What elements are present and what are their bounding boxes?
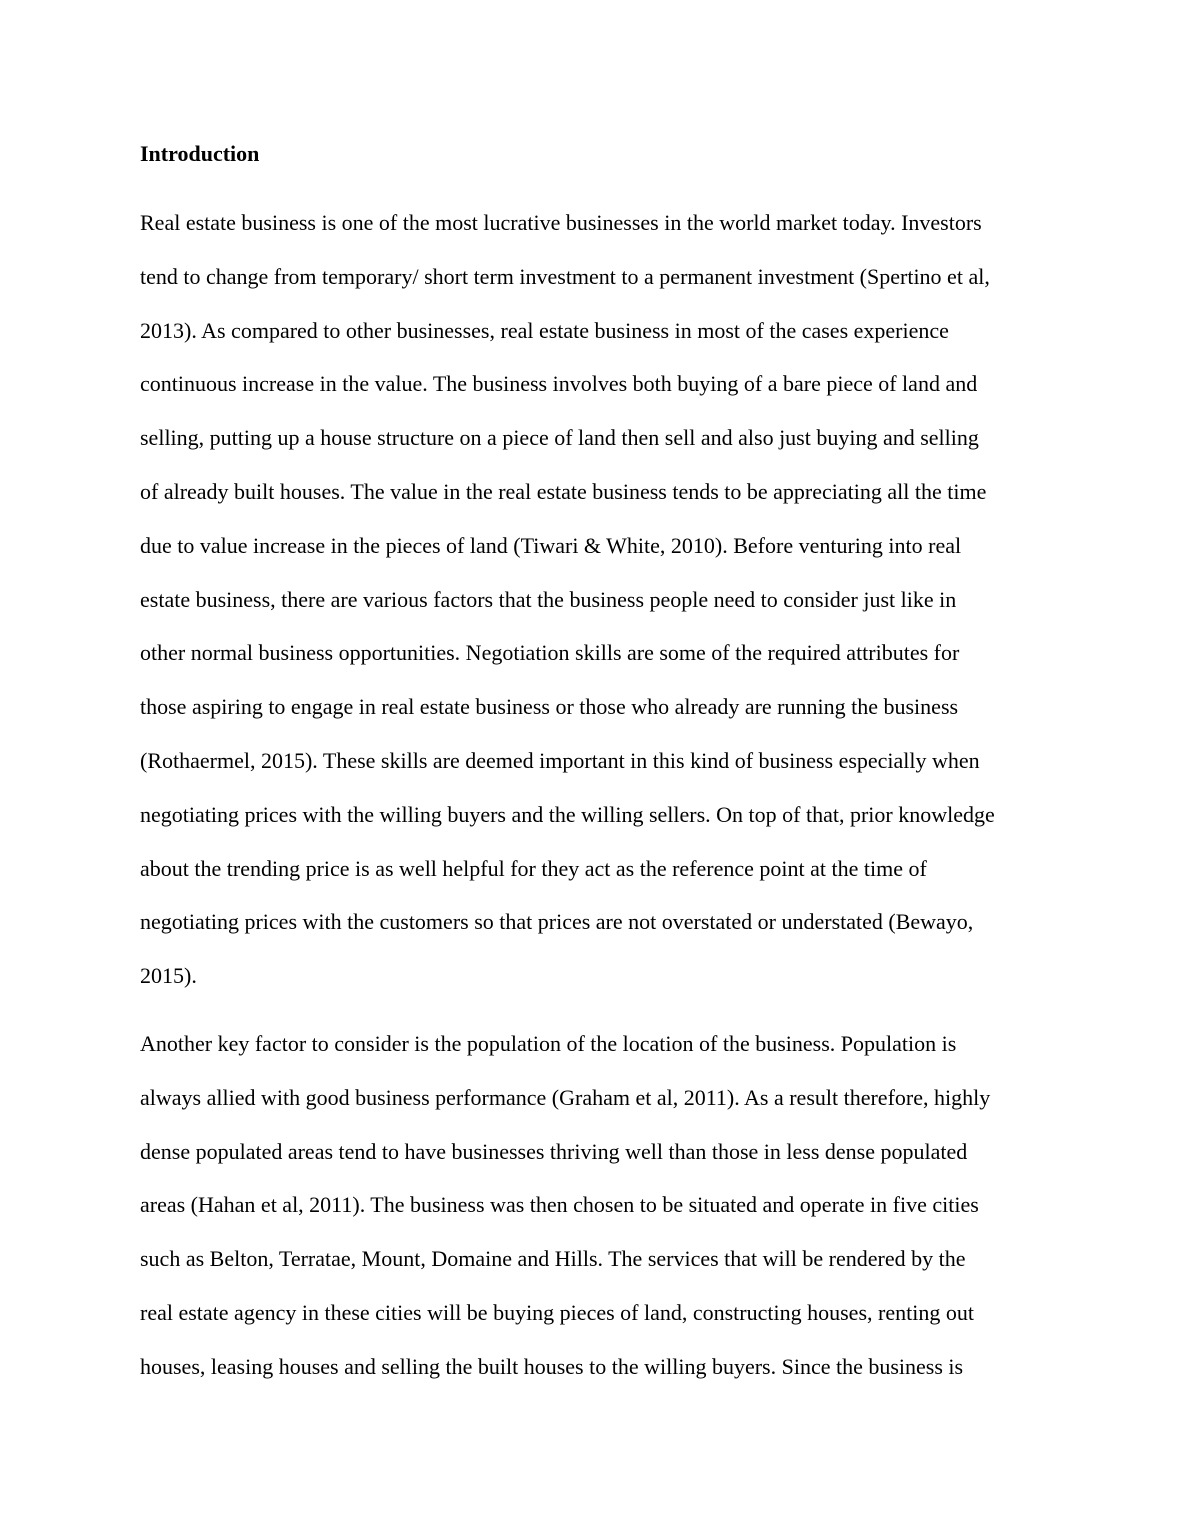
text-line: those aspiring to engage in real estate business or those who already are running the business [140,694,959,720]
text-line: such as Belton, Terratae, Mount, Domaine and Hills. The services that will be rendered by the [140,1246,966,1272]
text-line: continuous increase in the value. The business involves both buying of a bare piece of land and [140,371,978,397]
text-line: estate business, there are various factors that the business people need to consider just like in [140,586,957,612]
text-line: always allied with good business performance (Graham et al, 2011). As a result therefore, highly [140,1084,991,1110]
text-line: negotiating prices with the customers so that prices are not overstated or understated (Bewayo, [140,909,974,935]
text-line: of already built houses. The value in the real estate business tends to be appreciating all the time [140,478,987,504]
paragraph-1 [140,209,995,1016]
text-line: areas (Hahan et al, 2011). The business was then chosen to be situated and operate in five cities [140,1192,979,1218]
text-line: negotiating prices with the willing buyers and the willing sellers. On top of that, prior knowledge [140,801,995,827]
text-line: about the trending price is as well helpful for they act as the reference point at the time of [140,855,927,881]
text-line: houses, leasing houses and selling the built houses to the willing buyers. Since the business is [140,1353,964,1379]
text-line: dense populated areas tend to have businesses thriving well than those in less dense populated [140,1138,968,1164]
text-line: selling, putting up a house structure on a piece of land then sell and also just buying and selling [140,425,979,451]
text-line: 2013). As compared to other businesses, real estate business in most of the cases experience [140,317,949,343]
text-line: other normal business opportunities. Negotiation skills are some of the required attributes for [140,640,960,666]
paragraph-2 [140,1030,990,1407]
text-line: (Rothaermel, 2015). These skills are deemed important in this kind of business especially when [140,747,980,773]
section-heading: Introduction [140,141,260,166]
text-line: Another key factor to consider is the population of the location of the business. Population is [140,1031,957,1056]
text-line: Real estate business is one of the most lucrative businesses in the world market today. Investors [140,210,982,235]
text-line: 2015). [140,963,197,989]
text-line: tend to change from temporary/ short term investment to a permanent investment (Spertino et al, [140,263,990,289]
text-line: due to value increase in the pieces of land (Tiwari & White, 2010). Before venturing into real [140,532,962,558]
text-line: real estate agency in these cities will be buying pieces of land, constructing houses, renting out [140,1299,974,1325]
